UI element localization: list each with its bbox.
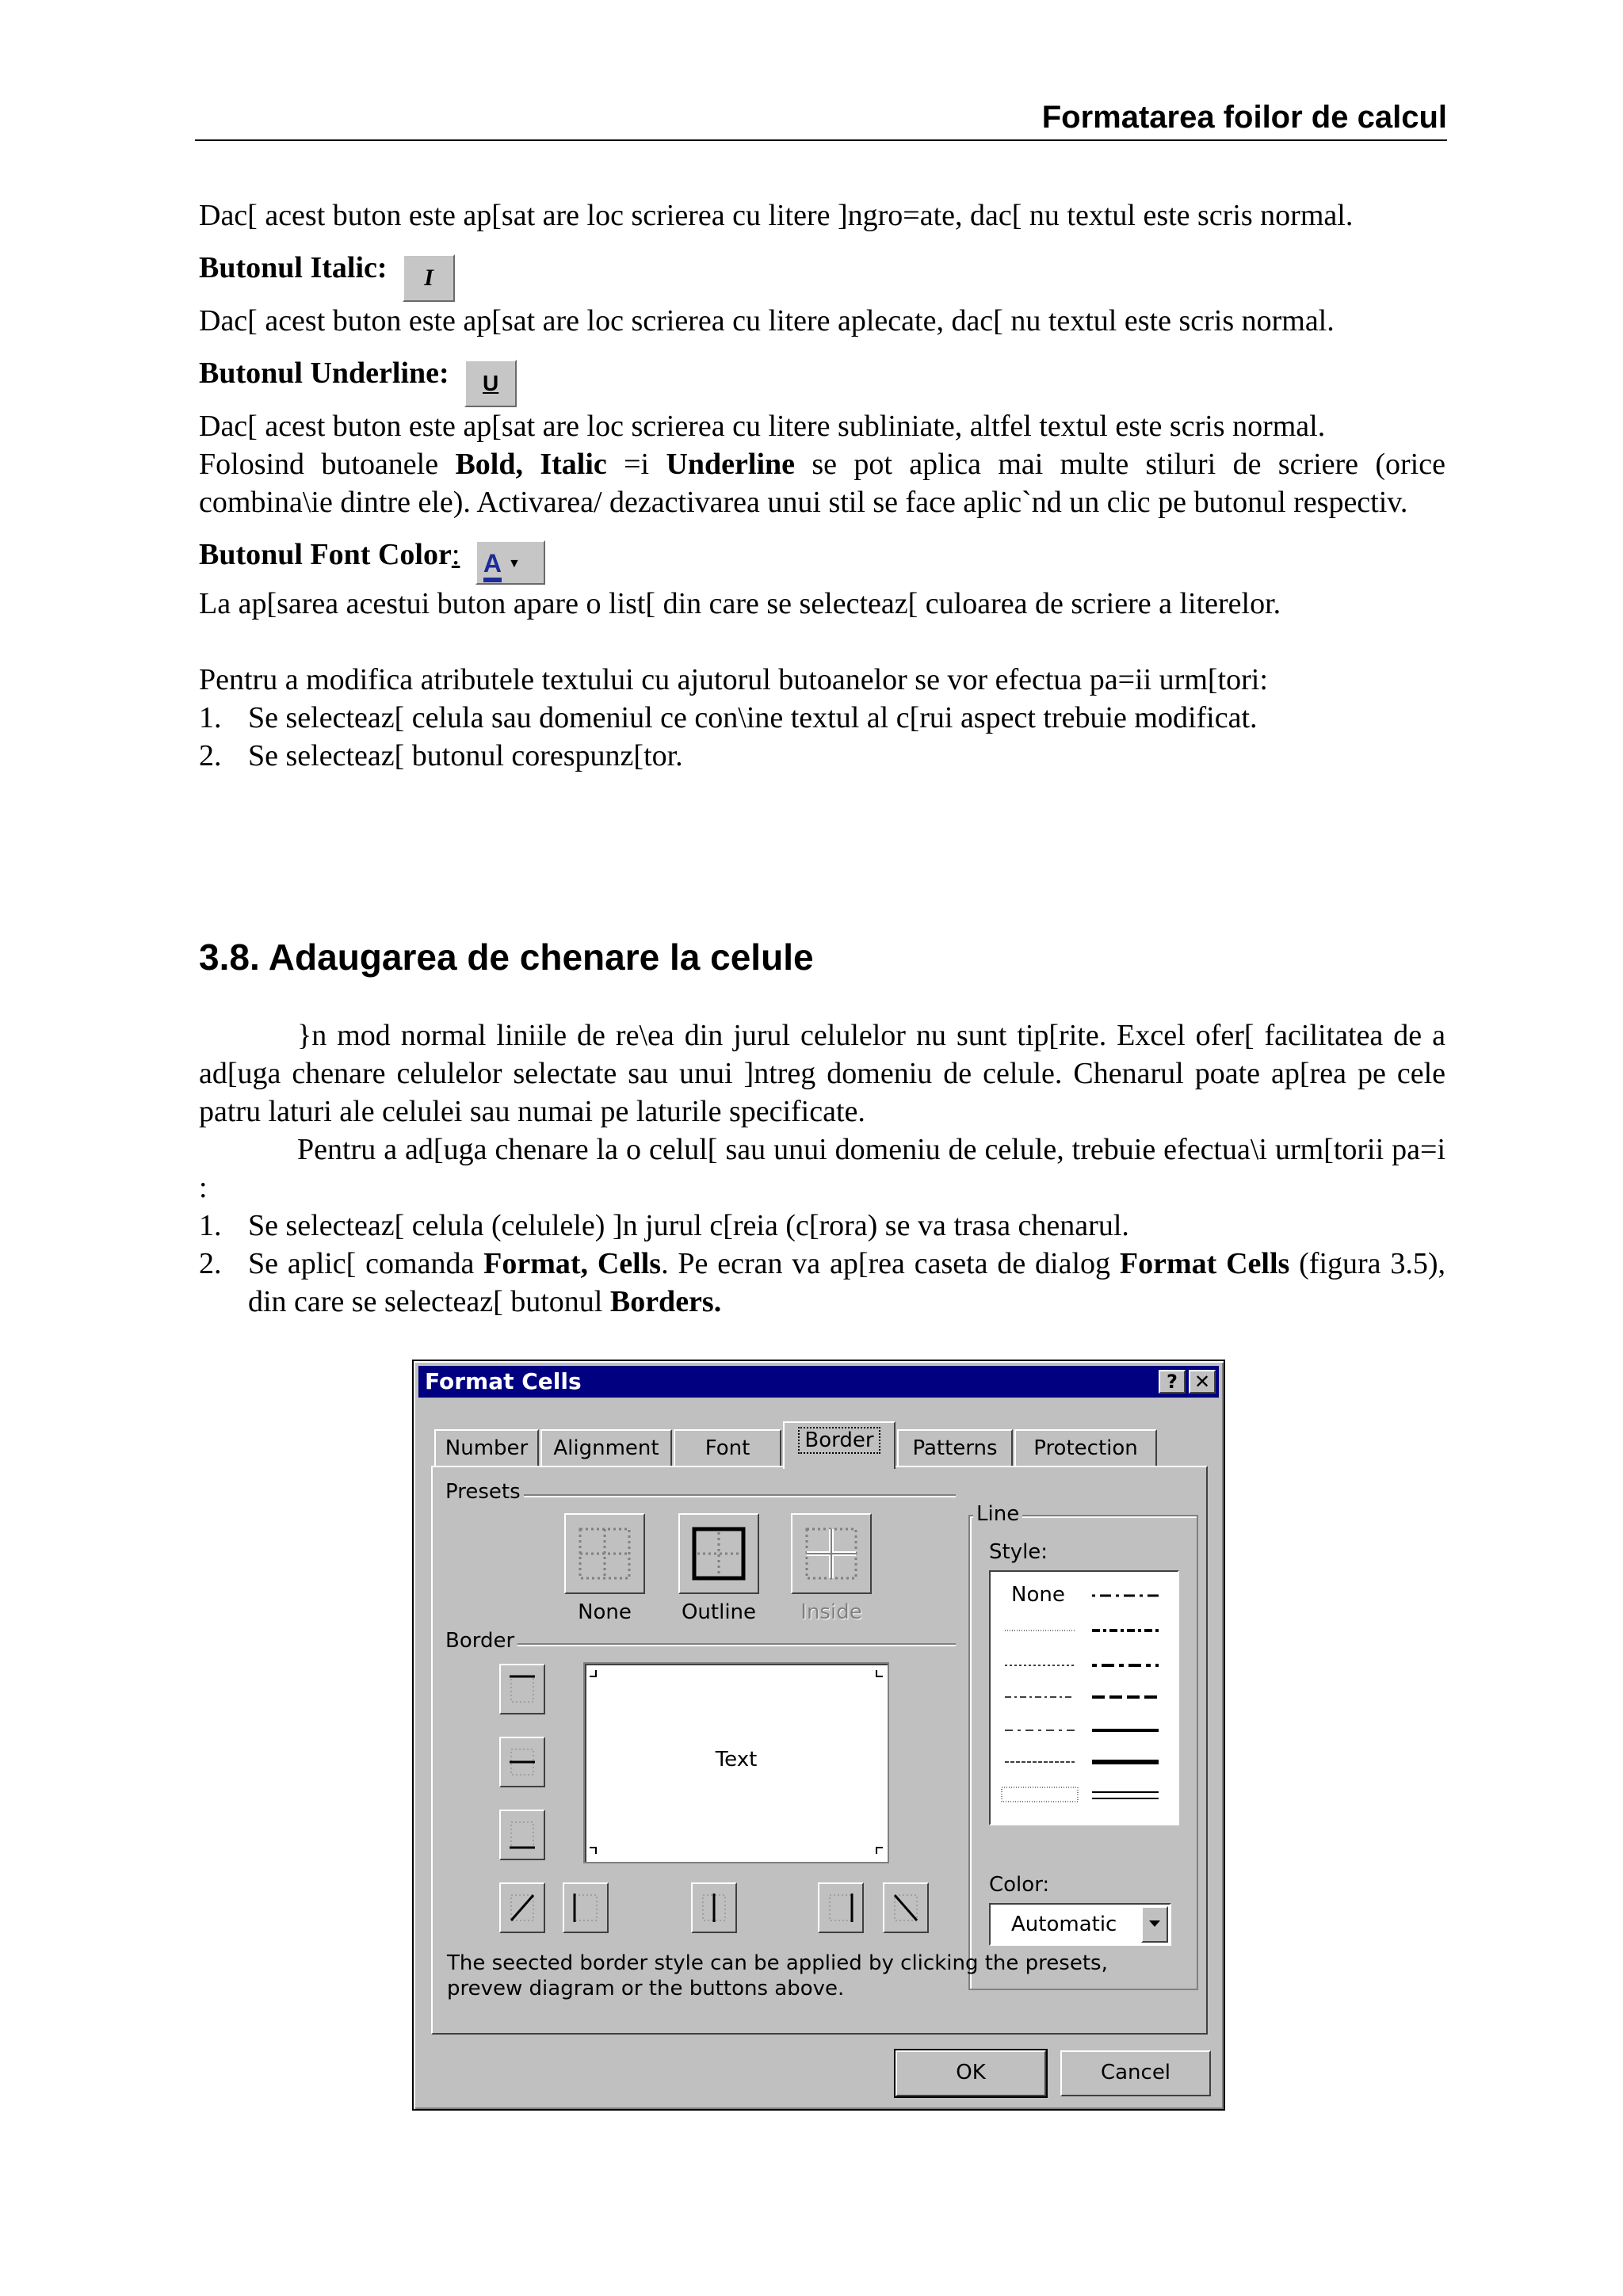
border-top-button[interactable] bbox=[499, 1664, 545, 1714]
body-text-block-2 bbox=[199, 1016, 1445, 1321]
list-item: 1. Se selecteaz[ celula sau domeniul ce con\ine textul al c[rui aspect trebuie modificat. bbox=[199, 701, 1258, 734]
border-left-button[interactable] bbox=[563, 1882, 609, 1933]
color-label: Color: bbox=[989, 1873, 1050, 1897]
help-button[interactable]: ? bbox=[1159, 1370, 1186, 1394]
paragraph-fontcolor-desc: La ap[sarea acestui buton apare o list[ din care se selecteaz[ culoarea de scriere a literelor. bbox=[199, 587, 1281, 620]
border-top-icon bbox=[501, 1665, 544, 1713]
tab-alignment[interactable]: Alignment bbox=[540, 1429, 672, 1467]
border-inside-horizontal-button[interactable] bbox=[499, 1737, 545, 1787]
preset-none-label: None bbox=[578, 1600, 632, 1624]
style-label: Style: bbox=[989, 1540, 1048, 1564]
border-right-icon bbox=[819, 1884, 862, 1932]
ok-button[interactable]: OK bbox=[896, 2050, 1046, 2096]
preset-outline-label: Outline bbox=[681, 1600, 757, 1624]
line-label: Line bbox=[973, 1502, 1022, 1526]
border-diagonal-up-button[interactable] bbox=[499, 1882, 545, 1933]
fontcolor-label: Butonul Font Color bbox=[199, 538, 452, 571]
preset-none-icon bbox=[566, 1515, 643, 1592]
paragraph-italic-desc: Dac[ acest buton este ap[sat are loc scrierea cu litere aplecate, dac[ nu textul este scris normal. bbox=[199, 304, 1335, 338]
border-bottom-button[interactable] bbox=[499, 1810, 545, 1860]
preview-text: Text bbox=[715, 1748, 758, 1772]
underline-heading bbox=[199, 354, 1445, 407]
presets-divider bbox=[512, 1494, 956, 1497]
header-rule bbox=[195, 139, 1447, 141]
italic-label: Butonul Italic: bbox=[199, 251, 388, 284]
line-style-list[interactable] bbox=[989, 1570, 1179, 1825]
preset-inside-icon bbox=[792, 1515, 870, 1592]
border-divider bbox=[512, 1643, 956, 1646]
page-header-title: Formatarea foilor de calcul bbox=[1041, 100, 1447, 135]
paragraph-styles: Folosind butoanele Bold, Italic =i Underline se pot aplica mai multe stiluri de scriere (orice combina\ie dintre ele). Activarea/ dezactivarea unui stil se face aplic`nd un clic pe butonul respectiv. bbox=[199, 448, 1445, 519]
cancel-button[interactable]: Cancel bbox=[1060, 2050, 1211, 2096]
paragraph-underline-desc: Dac[ acest buton este ap[sat are loc scrierea cu litere subliniate, altfel textul este scris normal. bbox=[199, 410, 1326, 443]
body-text-block-1 bbox=[199, 196, 1445, 775]
format-cells-dialog bbox=[412, 1360, 1225, 2111]
diagonal-up-icon bbox=[501, 1884, 544, 1932]
border-center-icon bbox=[693, 1884, 735, 1932]
tab-patterns[interactable]: Patterns bbox=[897, 1429, 1013, 1467]
paragraph-add-borders: Pentru a ad[uga chenare la o celul[ sau unui domeniu de celule, trebuie efectua\i urm[torii pa=i : bbox=[199, 1133, 1445, 1204]
tab-protection[interactable]: Protection bbox=[1014, 1429, 1157, 1467]
close-button[interactable]: ✕ bbox=[1189, 1370, 1216, 1394]
presets-label: Presets bbox=[442, 1480, 524, 1504]
border-middle-icon bbox=[501, 1738, 544, 1786]
border-preview[interactable] bbox=[583, 1662, 889, 1863]
border-tab-panel bbox=[431, 1466, 1208, 2035]
style-none-label: None bbox=[1011, 1583, 1065, 1607]
tab-border[interactable]: Border bbox=[783, 1421, 896, 1469]
preset-outline-button[interactable] bbox=[678, 1513, 759, 1594]
dialog-title: Format Cells bbox=[425, 1368, 582, 1394]
border-bottom-icon bbox=[501, 1811, 544, 1859]
diagonal-down-icon bbox=[884, 1884, 927, 1932]
list-item: 1. Se selecteaz[ celula (celulele) ]n jurul c[reia (c[rora) se va trasa chenarul. bbox=[199, 1209, 1129, 1242]
preset-inside-button[interactable] bbox=[791, 1513, 872, 1594]
list-item: 2. Se aplic[ comanda Format, Cells. Pe ecran va ap[rea caseta de dialog Format Cells (figura 3.5), din care se selecteaz[ butonul Borders. bbox=[199, 1247, 1446, 1318]
color-value: Automatic bbox=[1011, 1913, 1117, 1936]
border-diagonal-down-button[interactable] bbox=[883, 1882, 929, 1933]
chevron-down-icon bbox=[1143, 1908, 1167, 1941]
underline-label: Butonul Underline: bbox=[199, 357, 449, 390]
border-left-icon bbox=[564, 1884, 607, 1932]
underline-button-icon: U bbox=[464, 360, 517, 407]
tab-number[interactable]: Number bbox=[434, 1429, 539, 1467]
hint-text: The seected border style can be applied by clicking the presets, prevew diagram or the buttons above. bbox=[447, 1951, 1108, 2000]
italic-heading bbox=[199, 249, 1445, 302]
section-title: 3.8. Adaugarea de chenare la celule bbox=[199, 936, 814, 978]
paragraph-gridlines: }n mod normal liniile de re\ea din jurul celulelor nu sunt tip[rite. Excel ofer[ facilitatea de a ad[uga chenare celulelor selectate sau unui ]ntreg domeniu de celule. Chenarul poate ap[rea pe cele patru laturi ale celulei sau numai pe laturile specificate. bbox=[199, 1019, 1445, 1128]
line-group bbox=[968, 1502, 1198, 1990]
dialog-titlebar bbox=[418, 1366, 1219, 1398]
color-select[interactable] bbox=[989, 1903, 1171, 1946]
list-item: 2. Se selecteaz[ butonul corespunz[tor. bbox=[199, 739, 683, 772]
preset-outline-icon bbox=[680, 1515, 758, 1592]
border-right-button[interactable] bbox=[818, 1882, 864, 1933]
border-label: Border bbox=[442, 1629, 517, 1653]
fontcolor-heading: Butonul Font Color: A ▼ bbox=[199, 536, 1445, 585]
tab-font[interactable]: Font bbox=[674, 1429, 781, 1467]
italic-button-icon: I bbox=[403, 254, 455, 302]
border-inside-vertical-button[interactable] bbox=[691, 1882, 737, 1933]
preset-inside-label: Inside bbox=[800, 1600, 862, 1624]
paragraph-steps-intro: Pentru a modifica atributele textului cu ajutorul butoanelor se vor efectua pa=ii urm[tori: bbox=[199, 663, 1268, 696]
color-dropdown-button[interactable] bbox=[1141, 1906, 1168, 1943]
paragraph-bold-desc: Dac[ acest buton este ap[sat are loc scrierea cu litere ]ngro=ate, dac[ nu textul este scris normal. bbox=[199, 199, 1354, 232]
font-color-button-icon: A ▼ bbox=[475, 540, 545, 585]
line-style-swatches bbox=[991, 1572, 1178, 1824]
preset-none-button[interactable] bbox=[564, 1513, 645, 1594]
